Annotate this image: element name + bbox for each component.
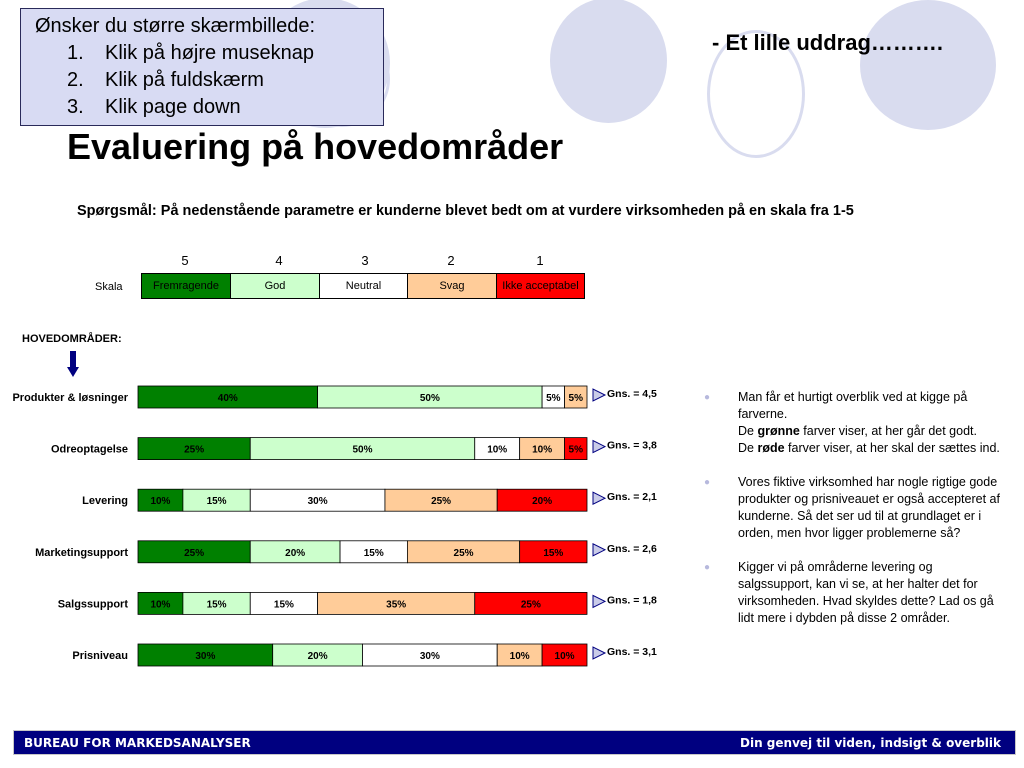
bar-value-label: 25% [184, 444, 205, 456]
page-title: Evaluering på hovedområder [67, 126, 564, 167]
areas-heading: HOVEDOMRÅDER: [22, 333, 122, 345]
avg-arrow-icon [593, 492, 605, 504]
bullet-list [704, 389, 1004, 644]
bullet-item: ● Kigger vi på områderne levering og salgssupport, kan vi se, at her halter det for virksomheden. Hvad skyldes dette? Lad os gå lidt mere i dybden på disse 2 områder. [704, 560, 994, 625]
bar-value-label: 15% [543, 547, 564, 559]
row-label: Salgssupport [57, 598, 128, 611]
avg-arrow-icon [593, 544, 605, 556]
scale-neutral: Neutral [319, 273, 408, 299]
bar-value-label: 10% [554, 651, 575, 662]
bar-value-label: 30% [307, 496, 328, 508]
footer-right: Din genvej til viden, indsigt & overblik [740, 735, 1001, 750]
avg-label: Gns. = 3,1 [607, 646, 657, 658]
scale-number: 3 [361, 253, 369, 268]
bar-value-label: 15% [273, 599, 294, 611]
bar-value-label: 5% [546, 393, 561, 404]
avg-arrow-icon [593, 389, 605, 401]
bullet-item: ● Man får et hurtigt overblik ved at kigge på farverne. De grønne farver viser, at her går det godt. De røde farver viser, at her skal der sættes ind. [704, 390, 1000, 455]
bar-value-label: 5% [568, 444, 584, 456]
scale-number: 5 [181, 253, 189, 268]
instruction-step: 3. Klik page down [67, 96, 241, 118]
row-label: Levering [82, 495, 128, 508]
bullet-icon: ● [704, 392, 711, 403]
scale-number: 4 [275, 253, 283, 268]
bar-value-label: 25% [431, 496, 452, 508]
bullet-icon: ● [704, 562, 711, 573]
bar-value-label: 40% [217, 393, 238, 404]
bar-value-label: 15% [206, 599, 227, 611]
instruction-step: 1. Klik på højre museknap [67, 42, 314, 64]
avg-arrow-icon [593, 595, 605, 607]
bar-value-label: 20% [285, 547, 306, 559]
bar-value-label: 20% [307, 651, 328, 662]
scale-ikke-acceptabel: Ikke acceptabel [496, 273, 585, 299]
bullet-icon: ● [704, 477, 711, 488]
row-label: Prisniveau [72, 650, 128, 662]
avg-label: Gns. = 2,6 [607, 542, 657, 555]
bar-value-label: 35% [386, 599, 407, 611]
row-label: Marketingsupport [35, 546, 128, 559]
row-label: Odreoptagelse [50, 443, 128, 456]
bar-value-label: 5% [568, 393, 584, 404]
row-label: Produkter & løsninger [12, 392, 128, 404]
scale-label: Skala [95, 281, 123, 293]
footer-left: BUREAU FOR MARKEDSANALYSER [24, 735, 251, 750]
bar-value-label: 10% [509, 651, 530, 662]
instruction-heading: Ønsker du større skærmbillede: [35, 15, 316, 37]
scale-svag: Svag [407, 273, 497, 299]
scale-fremragende: Fremragende [141, 273, 231, 299]
subtitle: - Et lille uddrag………. [712, 30, 944, 55]
bar-value-label: 10% [150, 599, 171, 611]
bar-value-label: 15% [363, 547, 384, 559]
bar-value-label: 50% [419, 393, 440, 404]
bullet-item: ● Vores fiktive virksomhed har nogle rigtige gode produkter og prisniveauet er også accepteret af kunderne. Så det ser ud til at grundlaget er i orden, men hvor ligger problemerne så? [704, 475, 1000, 540]
bar-value-label: 30% [195, 651, 216, 662]
bar-value-label: 15% [206, 496, 227, 508]
bar-value-label: 25% [520, 599, 541, 611]
avg-label: Gns. = 4,5 [607, 388, 657, 400]
scale-god: God [230, 273, 320, 299]
avg-arrow-icon [593, 647, 605, 659]
question-text: Spørgsmål: På nedenstående parametre er kunderne blevet bedt om at vurdere virksomheden på en skala fra 1-5 [77, 203, 854, 219]
footer-bar [13, 730, 1016, 755]
bar-value-label: 10% [487, 444, 508, 456]
scale-number: 2 [447, 253, 455, 268]
bar-value-label: 50% [352, 444, 373, 456]
bar-value-label: 10% [532, 444, 553, 456]
avg-label: Gns. = 1,8 [607, 594, 657, 607]
avg-label: Gns. = 3,8 [607, 439, 657, 452]
avg-arrow-icon [593, 441, 605, 453]
bar-value-label: 30% [419, 651, 440, 662]
instruction-step: 2. Klik på fuldskærm [67, 69, 264, 91]
avg-label: Gns. = 2,1 [607, 491, 657, 504]
bar-value-label: 25% [184, 547, 205, 559]
scale-number: 1 [536, 253, 544, 268]
decor-circle [860, 0, 996, 130]
bar-value-label: 20% [532, 496, 553, 508]
bar-value-label: 25% [453, 547, 474, 559]
bar-value-label: 10% [150, 496, 171, 508]
